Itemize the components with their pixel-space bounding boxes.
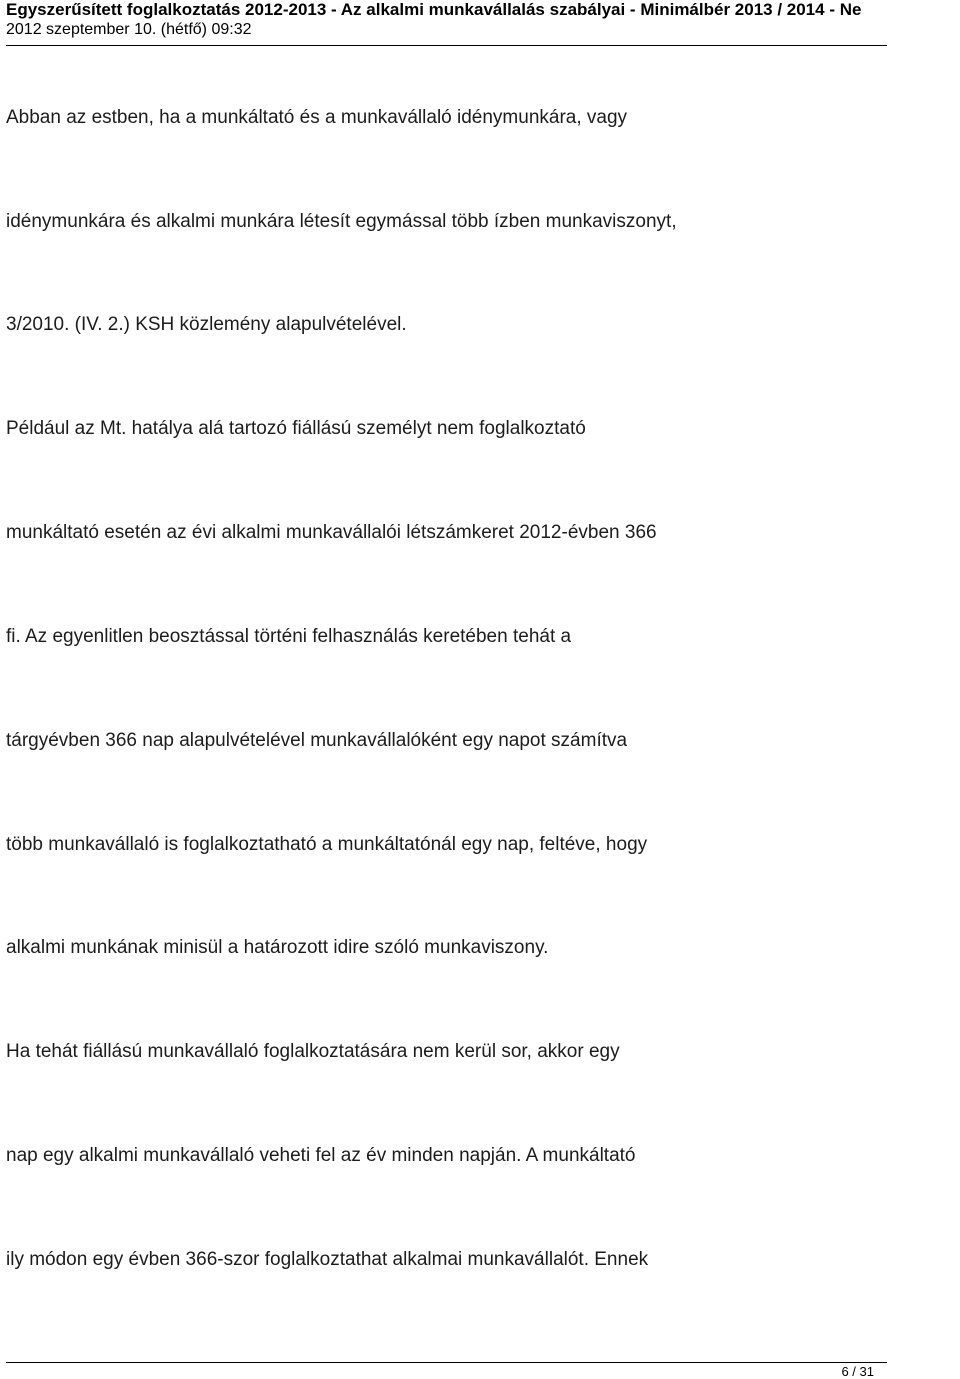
body-line: munkáltató esetén az évi alkalmi munkavállalói létszámkeret 2012-évben 366: [6, 522, 657, 543]
page-header: [6, 0, 960, 40]
page-number: 6 / 31: [841, 1364, 874, 1379]
body-line: tárgyévben 366 nap alapulvételével munkavállalóként egy napot számítva: [6, 730, 628, 751]
body-line: több munkavállaló is foglalkoztatható a munkáltatónál egy nap, feltéve, hogy: [6, 834, 648, 855]
body-line: Abban az estben, ha a munkáltató és a munkavállaló idénymunkára, vagy: [6, 107, 628, 128]
body-line: idénymunkára és alkalmi munkára létesít egymással több ízben munkaviszonyt,: [6, 211, 677, 232]
body-line: ily módon egy évben 366-szor foglalkoztathat alkalmai munkavállalót. Ennek: [6, 1249, 649, 1270]
footer-divider: [6, 1362, 887, 1363]
body-line: Például az Mt. hatálya alá tartozó fiállású személyt nem foglalkoztató: [6, 418, 586, 439]
body-line: fi. Az egyenlitlen beosztással történi felhasználás keretében tehát a: [6, 626, 572, 647]
body-line: 3/2010. (IV. 2.) KSH közlemény alapulvételével.: [6, 314, 407, 335]
header-title: Egyszerűsített foglalkoztatás 2012-2013 - Az alkalmi munkavállalás szabályai - Minimálbér 2013 / 2014 - Ne: [6, 0, 862, 19]
body-line: nap egy alkalmi munkavállaló veheti fel az év minden napján. A munkáltató: [6, 1145, 636, 1166]
header-divider: [6, 45, 887, 46]
body-line: Ha tehát fiállású munkavállaló foglalkoztatására nem kerül sor, akkor egy: [6, 1041, 620, 1062]
header-date: 2012 szeptember 10. (hétfő) 09:32: [6, 21, 252, 38]
body-line: alkalmi munkának minisül a határozott idire szóló munkaviszony.: [6, 937, 549, 958]
